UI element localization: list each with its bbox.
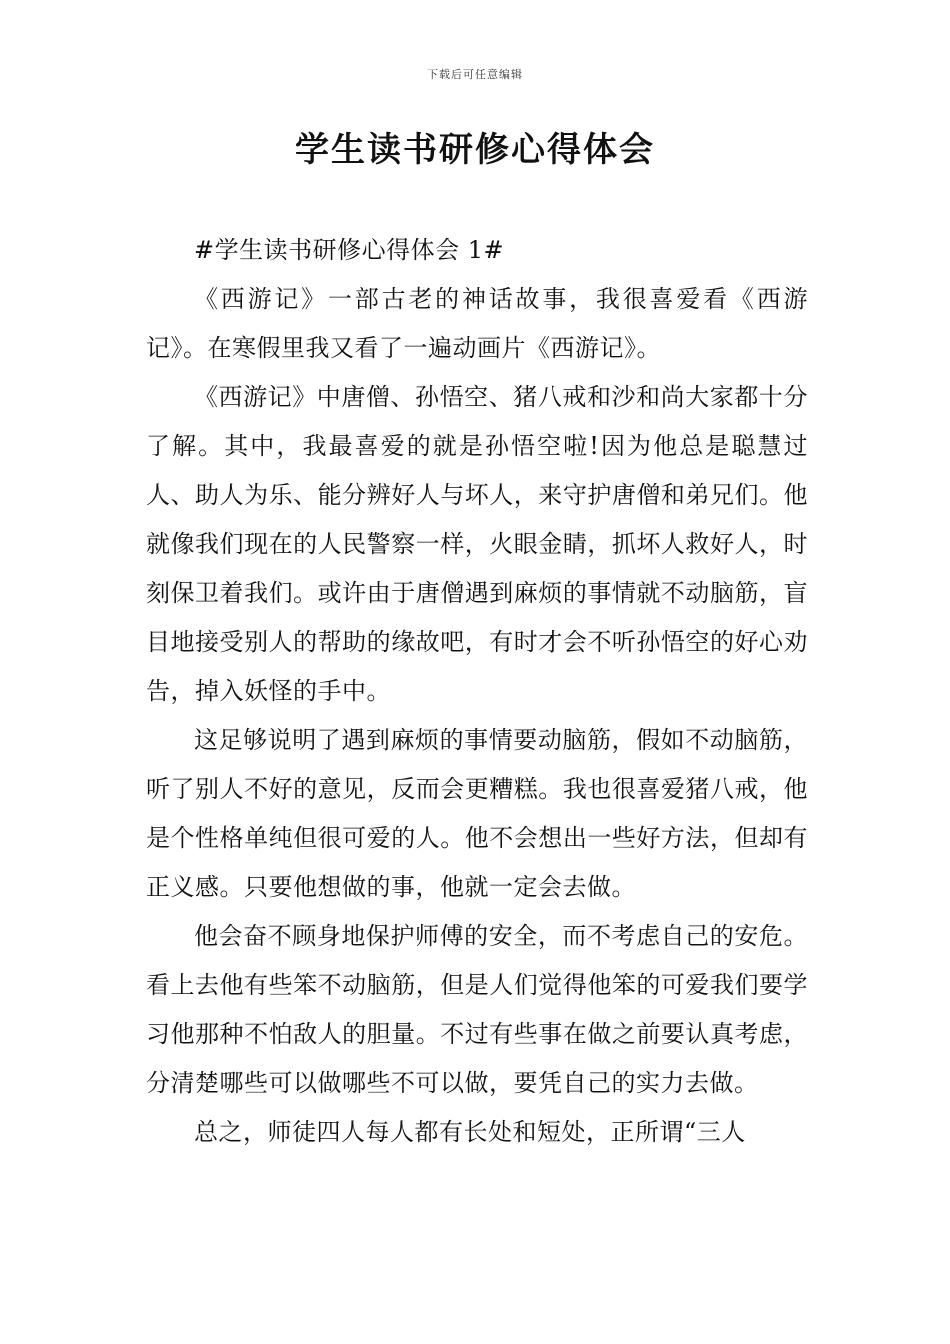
paragraph: 总之，师徒四人每人都有长处和短处，正所谓“三人 [194, 1118, 746, 1146]
paragraph: 《西游记》中唐僧、孙悟空、猪八戒和沙和尚大家都十分了解。其中，我最喜爱的就是孙悟空啦!因为他总是聪慧过人、助人为乐、能分辨好人与坏人，来守护唐僧和弟兄们。他就像我们现在的人民警察一样，火眼金睛，抓坏人救好人，时刻保卫着我们。或许由于唐僧遇到麻烦的事情就不动脑筋，盲目地接受别人的帮助的缘故吧，有时才会不听孙悟空的好心劝告，掉入妖怪的手中。 [146, 383, 808, 705]
paragraph: 他会奋不顾身地保护师傅的安全，而不考虑自己的安危。看上去他有些笨不动脑筋，但是人们觉得他笨的可爱我们要学习他那种不怕敌人的胆量。不过有些事在做之前要认真考虑，分清楚哪些可以做哪些不可以做，要凭自己的实力去做。 [146, 922, 808, 1097]
document-body [146, 226, 808, 1157]
document-title: 学生读书研修心得体会 [295, 130, 655, 170]
paragraph: 《西游记》一部古老的神话故事，我很喜爱看《西游记》。在寒假里我又看了一遍动画片《西游记》。 [146, 285, 808, 362]
paragraph: 这足够说明了遇到麻烦的事情要动脑筋，假如不动脑筋，听了别人不好的意见，反而会更糟糕。我也很喜爱猪八戒，他是个性格单纯但很可爱的人。他不会想出一些好方法，但却有正义感。只要他想做的事，他就一定会去做。 [146, 726, 808, 901]
header-note: 下载后可任意编辑 [427, 68, 523, 81]
section-heading: #学生读书研修心得体会 1# [194, 236, 505, 264]
